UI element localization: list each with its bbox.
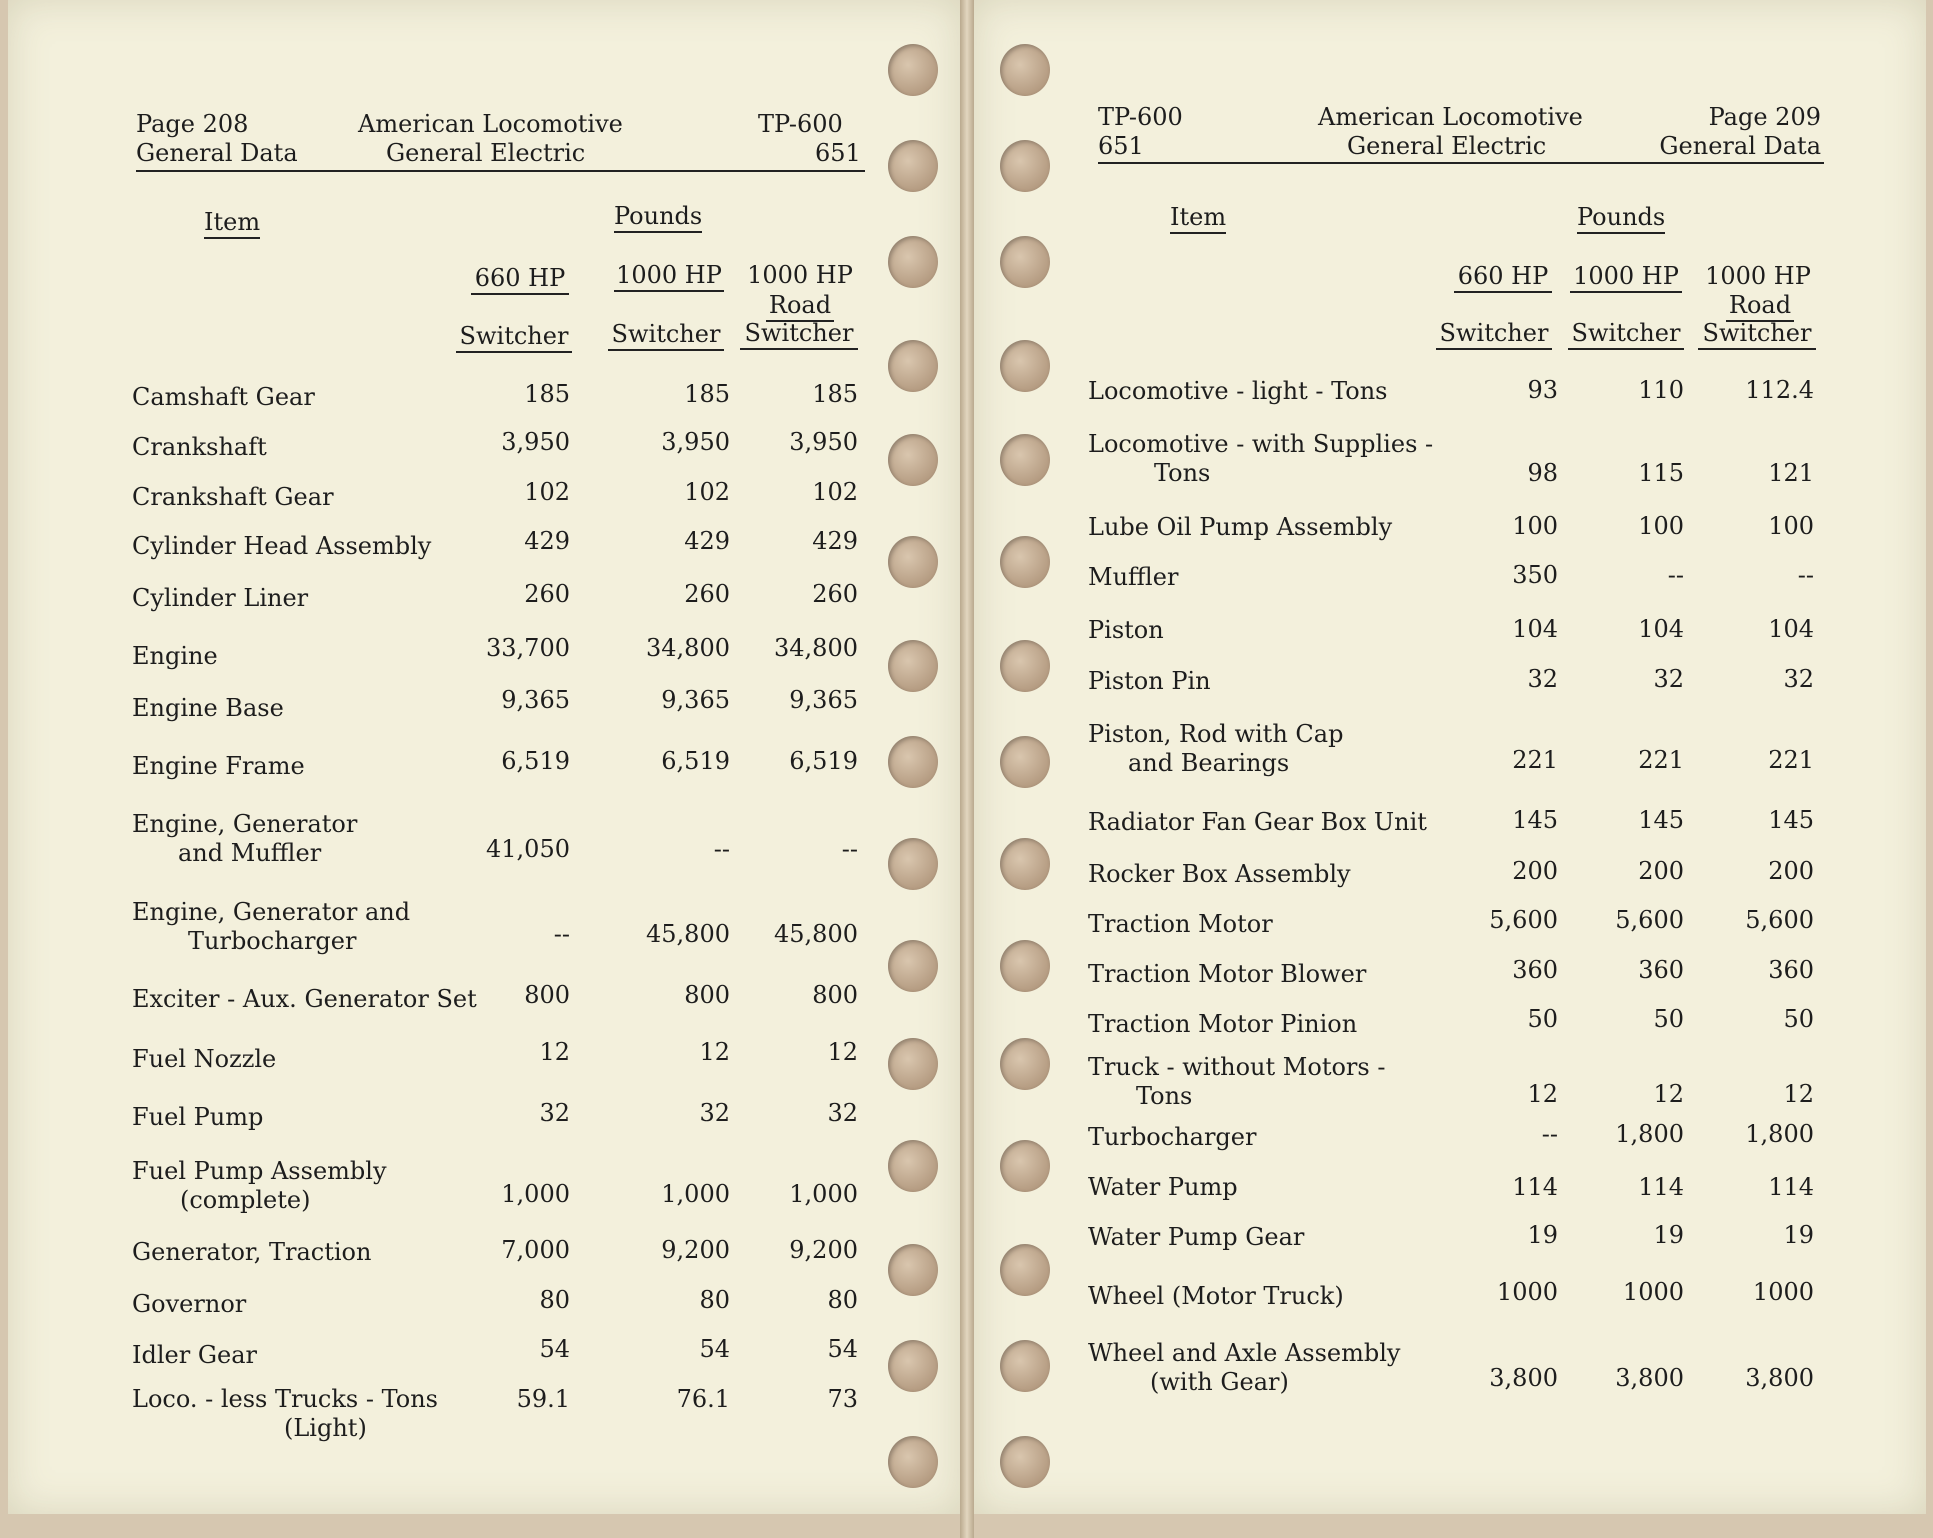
right-row-name: Truck - without Motors - — [1088, 1053, 1386, 1081]
binder-hole — [1000, 536, 1050, 588]
right-row-value-col3: 32 — [1783, 665, 1814, 693]
left-row-value-col1: 102 — [524, 478, 570, 506]
left-row-name-continued: and Muffler — [178, 839, 322, 867]
right-row-name: Turbocharger — [1088, 1123, 1257, 1151]
right-row-value-col2: -- — [1667, 561, 1684, 589]
left-row-value-col2: -- — [713, 835, 730, 863]
right-col3-bottom: Switcher — [1698, 319, 1816, 350]
right-row-value-col3: 19 — [1783, 1221, 1814, 1249]
right-page — [974, 0, 1926, 1514]
left-maker-line2: General Electric — [386, 139, 586, 167]
right-row-value-col3: 221 — [1768, 746, 1814, 774]
right-row-value-col3: 104 — [1768, 615, 1814, 643]
left-row-value-col3: 73 — [827, 1385, 858, 1413]
right-row-value-col1: 200 — [1512, 857, 1558, 885]
binder-hole — [1000, 140, 1050, 192]
binder-hole — [888, 1244, 938, 1296]
left-row-value-col3: 12 — [827, 1038, 858, 1066]
right-maker-line1: American Locomotive — [1318, 103, 1583, 131]
right-row-value-col1: 221 — [1512, 746, 1558, 774]
left-header-rule — [136, 170, 865, 172]
right-row-name: Piston Pin — [1088, 667, 1211, 695]
left-row-name: Crankshaft Gear — [132, 483, 334, 511]
right-row-value-col2: 19 — [1653, 1221, 1684, 1249]
right-row-value-col3: 360 — [1768, 956, 1814, 984]
right-row-name: Lube Oil Pump Assembly — [1088, 513, 1393, 541]
right-row-value-col2: 12 — [1653, 1080, 1684, 1108]
left-row-value-col1: 9,365 — [501, 686, 570, 714]
right-row-name-continued: (with Gear) — [1150, 1368, 1289, 1396]
right-section-title: General Data — [1659, 132, 1821, 160]
binder-hole — [1000, 340, 1050, 392]
left-row-value-col1: 1,000 — [501, 1180, 570, 1208]
right-row-value-col1: 12 — [1527, 1080, 1558, 1108]
left-row-name: Cylinder Head Assembly — [132, 532, 432, 560]
right-col1-top: 660 HP — [1454, 262, 1552, 293]
left-row-value-col3: 32 — [827, 1099, 858, 1127]
left-row-name: Cylinder Liner — [132, 584, 309, 612]
left-row-value-col2: 429 — [684, 527, 730, 555]
right-col-item: Item — [1170, 203, 1226, 234]
right-row-name: Rocker Box Assembly — [1088, 860, 1351, 888]
right-col2-bottom: Switcher — [1568, 319, 1684, 350]
right-col3-mid: Road — [1726, 291, 1794, 322]
right-row-name: Piston, Rod with Cap — [1088, 720, 1344, 748]
right-maker-line2: General Electric — [1347, 132, 1547, 160]
binder-hole — [1000, 1244, 1050, 1296]
left-row-value-col1: 33,700 — [486, 634, 570, 662]
left-row-value-col1: -- — [553, 920, 570, 948]
left-row-value-col2: 54 — [699, 1335, 730, 1363]
right-row-value-col1: 1000 — [1496, 1278, 1558, 1306]
left-row-value-col3: 9,365 — [789, 686, 858, 714]
left-row-name: Camshaft Gear — [132, 383, 315, 411]
right-page-number: Page 209 — [1708, 103, 1821, 131]
left-row-value-col3: 6,519 — [789, 747, 858, 775]
left-row-value-col2: 1,000 — [661, 1180, 730, 1208]
left-col1-bottom: Switcher — [456, 322, 572, 353]
right-row-name-continued: Tons — [1136, 1082, 1193, 1110]
left-row-value-col2: 12 — [699, 1038, 730, 1066]
left-row-value-col1: 6,519 — [501, 747, 570, 775]
right-row-value-col1: 104 — [1512, 615, 1558, 643]
right-row-value-col3: 12 — [1783, 1080, 1814, 1108]
left-row-value-col2: 34,800 — [646, 634, 730, 662]
right-row-name: Traction Motor — [1088, 910, 1273, 938]
right-row-name: Wheel (Motor Truck) — [1088, 1282, 1344, 1310]
left-row-value-col3: 429 — [812, 527, 858, 555]
binder-hole — [1000, 1038, 1050, 1090]
right-row-value-col3: 1000 — [1752, 1278, 1814, 1306]
left-row-name: Loco. - less Trucks - Tons — [132, 1385, 438, 1413]
left-row-value-col1: 429 — [524, 527, 570, 555]
left-col-item: Item — [204, 208, 260, 239]
left-row-value-col1: 59.1 — [516, 1385, 570, 1413]
binder-hole — [1000, 434, 1050, 486]
right-row-value-col3: 3,800 — [1745, 1364, 1814, 1392]
left-row-value-col3: 3,950 — [789, 428, 858, 456]
binder-spine — [960, 0, 974, 1538]
left-code-line1: TP-600 — [758, 110, 843, 138]
binder-hole — [888, 940, 938, 992]
right-row-value-col2: 3,800 — [1615, 1364, 1684, 1392]
left-row-value-col2: 9,200 — [661, 1236, 730, 1264]
left-row-value-col2: 45,800 — [646, 920, 730, 948]
right-row-value-col3: 5,600 — [1745, 906, 1814, 934]
left-row-value-col1: 12 — [539, 1038, 570, 1066]
binder-hole — [888, 44, 938, 96]
left-row-value-col2: 80 — [699, 1286, 730, 1314]
binder-hole — [1000, 1340, 1050, 1392]
left-col3-mid: Road — [766, 291, 834, 322]
left-row-value-col3: 800 — [812, 981, 858, 1009]
right-col-pounds: Pounds — [1577, 203, 1665, 234]
right-row-value-col2: 104 — [1638, 615, 1684, 643]
right-row-value-col2: 360 — [1638, 956, 1684, 984]
left-row-value-col3: 102 — [812, 478, 858, 506]
right-row-value-col1: -- — [1541, 1120, 1558, 1148]
left-row-value-col2: 102 — [684, 478, 730, 506]
right-row-value-col2: 114 — [1638, 1173, 1684, 1201]
left-row-name: Engine Frame — [132, 752, 305, 780]
right-row-value-col2: 32 — [1653, 665, 1684, 693]
left-row-name: Engine Base — [132, 694, 284, 722]
right-row-name: Locomotive - with Supplies - — [1088, 430, 1434, 458]
right-row-name: Water Pump — [1088, 1173, 1238, 1201]
left-row-name: Generator, Traction — [132, 1238, 372, 1266]
left-col1-top: 660 HP — [471, 264, 569, 295]
left-row-name: Engine — [132, 642, 218, 670]
left-row-value-col3: 9,200 — [789, 1236, 858, 1264]
right-row-name: Locomotive - light - Tons — [1088, 377, 1388, 405]
right-row-value-col3: 100 — [1768, 512, 1814, 540]
left-row-value-col1: 80 — [539, 1286, 570, 1314]
right-row-value-col3: 114 — [1768, 1173, 1814, 1201]
left-col3-top: 1000 HP — [747, 261, 853, 289]
left-row-value-col2: 6,519 — [661, 747, 730, 775]
right-row-value-col1: 5,600 — [1489, 906, 1558, 934]
right-row-value-col1: 145 — [1512, 806, 1558, 834]
right-code-line1: TP-600 — [1098, 103, 1183, 131]
left-page — [8, 0, 960, 1514]
binder-hole — [888, 434, 938, 486]
left-section-title: General Data — [136, 139, 298, 167]
right-row-value-col2: 100 — [1638, 512, 1684, 540]
right-row-name: Traction Motor Pinion — [1088, 1010, 1358, 1038]
left-row-value-col3: 45,800 — [774, 920, 858, 948]
binder-hole — [1000, 44, 1050, 96]
right-row-value-col2: 1000 — [1622, 1278, 1684, 1306]
right-row-value-col1: 50 — [1527, 1005, 1558, 1033]
right-row-name: Muffler — [1088, 563, 1179, 591]
binder-hole — [888, 236, 938, 288]
left-row-value-col3: 54 — [827, 1335, 858, 1363]
binder-hole — [888, 1436, 938, 1488]
left-row-value-col3: -- — [841, 835, 858, 863]
right-row-value-col2: 110 — [1638, 376, 1684, 404]
left-row-value-col2: 185 — [684, 380, 730, 408]
left-col2-bottom: Switcher — [608, 320, 724, 351]
right-row-name: Wheel and Axle Assembly — [1088, 1339, 1401, 1367]
right-row-value-col2: 5,600 — [1615, 906, 1684, 934]
left-page-number: Page 208 — [136, 110, 249, 138]
right-row-name: Water Pump Gear — [1088, 1223, 1305, 1251]
right-row-name-continued: and Bearings — [1128, 749, 1290, 777]
right-row-name: Radiator Fan Gear Box Unit — [1088, 808, 1427, 836]
binder-hole — [1000, 940, 1050, 992]
right-row-value-col3: 145 — [1768, 806, 1814, 834]
binder-hole — [1000, 1436, 1050, 1488]
binder-hole — [888, 536, 938, 588]
binder-hole — [1000, 736, 1050, 788]
left-row-name: Fuel Pump Assembly — [132, 1157, 387, 1185]
right-row-value-col1: 100 — [1512, 512, 1558, 540]
left-code-line2: 651 — [815, 139, 861, 167]
right-header-rule — [1098, 162, 1824, 164]
right-row-value-col1: 19 — [1527, 1221, 1558, 1249]
binder-hole — [888, 140, 938, 192]
left-row-value-col1: 185 — [524, 380, 570, 408]
binder-hole — [1000, 1140, 1050, 1192]
left-row-value-col2: 9,365 — [661, 686, 730, 714]
right-row-value-col3: 112.4 — [1745, 376, 1814, 404]
right-row-value-col3: -- — [1797, 561, 1814, 589]
left-row-value-col3: 34,800 — [774, 634, 858, 662]
left-row-value-col1: 41,050 — [486, 835, 570, 863]
binder-hole — [888, 1038, 938, 1090]
left-row-value-col2: 260 — [684, 580, 730, 608]
binder-hole — [888, 340, 938, 392]
right-row-value-col2: 50 — [1653, 1005, 1684, 1033]
right-row-value-col1: 114 — [1512, 1173, 1558, 1201]
right-row-value-col2: 221 — [1638, 746, 1684, 774]
binder-hole — [888, 838, 938, 890]
left-row-name: Engine, Generator and — [132, 898, 411, 926]
left-row-value-col3: 260 — [812, 580, 858, 608]
left-row-name-continued: (Light) — [284, 1414, 367, 1442]
right-col1-bottom: Switcher — [1436, 319, 1552, 350]
binder-hole — [888, 1140, 938, 1192]
left-row-name: Governor — [132, 1290, 247, 1318]
left-col-pounds: Pounds — [614, 202, 702, 233]
left-row-value-col2: 3,950 — [661, 428, 730, 456]
left-row-value-col1: 54 — [539, 1335, 570, 1363]
binder-hole — [888, 640, 938, 692]
right-row-value-col1: 93 — [1527, 376, 1558, 404]
left-row-value-col1: 800 — [524, 981, 570, 1009]
right-row-value-col1: 350 — [1512, 561, 1558, 589]
right-row-value-col3: 121 — [1768, 459, 1814, 487]
left-col3-bottom: Switcher — [740, 319, 858, 350]
left-row-name-continued: Turbocharger — [188, 927, 357, 955]
left-col2-top: 1000 HP — [614, 261, 724, 292]
right-row-value-col2: 115 — [1638, 459, 1684, 487]
right-row-value-col1: 3,800 — [1489, 1364, 1558, 1392]
left-row-value-col1: 3,950 — [501, 428, 570, 456]
right-row-value-col2: 1,800 — [1615, 1120, 1684, 1148]
left-row-name: Idler Gear — [132, 1341, 257, 1369]
left-row-value-col2: 800 — [684, 981, 730, 1009]
left-row-name: Engine, Generator — [132, 810, 358, 838]
right-row-value-col3: 1,800 — [1745, 1120, 1814, 1148]
left-maker-line1: American Locomotive — [358, 110, 623, 138]
binder-hole — [1000, 838, 1050, 890]
left-row-name: Exciter - Aux. Generator Set — [132, 985, 477, 1013]
binder-hole — [888, 736, 938, 788]
right-row-name-continued: Tons — [1154, 459, 1211, 487]
right-row-value-col3: 200 — [1768, 857, 1814, 885]
left-row-name: Fuel Pump — [132, 1103, 264, 1131]
right-code-line2: 651 — [1098, 132, 1144, 160]
right-row-name: Piston — [1088, 616, 1164, 644]
left-row-name: Fuel Nozzle — [132, 1045, 277, 1073]
right-row-value-col1: 360 — [1512, 956, 1558, 984]
left-row-name: Crankshaft — [132, 433, 267, 461]
right-row-value-col2: 200 — [1638, 857, 1684, 885]
right-row-value-col3: 50 — [1783, 1005, 1814, 1033]
right-row-value-col1: 32 — [1527, 665, 1558, 693]
left-row-value-col2: 76.1 — [676, 1385, 730, 1413]
left-row-value-col1: 7,000 — [501, 1236, 570, 1264]
right-row-value-col1: 98 — [1527, 459, 1558, 487]
right-row-value-col2: 145 — [1638, 806, 1684, 834]
left-row-value-col1: 32 — [539, 1099, 570, 1127]
binder-hole — [1000, 640, 1050, 692]
binder-hole — [888, 1340, 938, 1392]
binder-hole — [1000, 236, 1050, 288]
right-row-name: Traction Motor Blower — [1088, 960, 1367, 988]
left-row-value-col2: 32 — [699, 1099, 730, 1127]
left-row-value-col3: 1,000 — [789, 1180, 858, 1208]
left-row-value-col3: 80 — [827, 1286, 858, 1314]
left-row-name-continued: (complete) — [180, 1186, 311, 1214]
left-row-value-col1: 260 — [524, 580, 570, 608]
left-row-value-col3: 185 — [812, 380, 858, 408]
right-col2-top: 1000 HP — [1570, 262, 1682, 293]
right-col3-top: 1000 HP — [1705, 262, 1811, 290]
